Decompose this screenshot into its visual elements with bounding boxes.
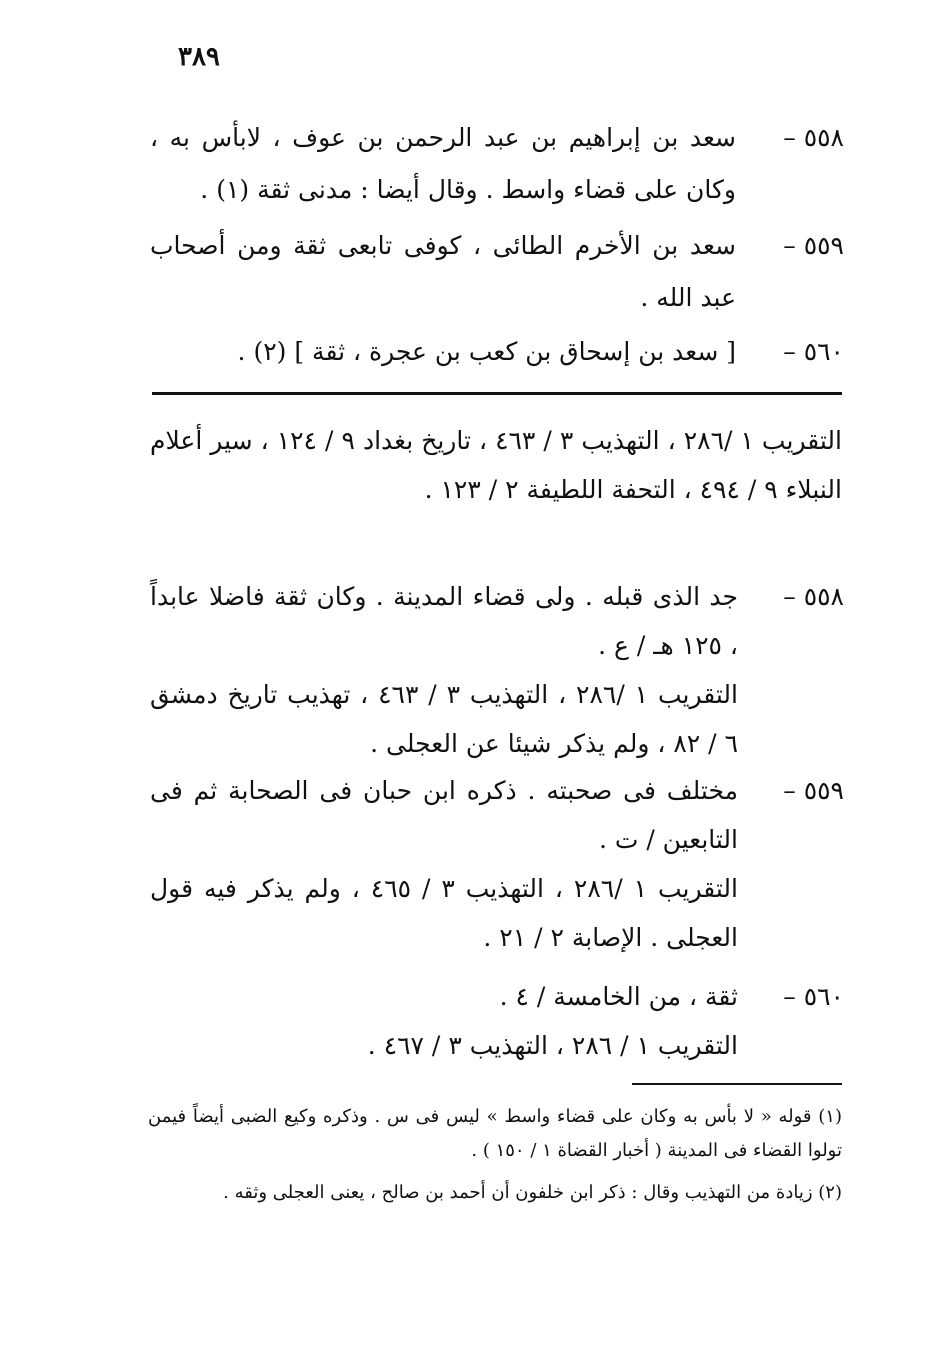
page-number: ٣٨٩ — [178, 42, 220, 72]
note-559 — [150, 766, 842, 962]
note-text: مختلف فى صحبته . ذكره ابن حبان فى الصحابة ثم فى التابعين / ت . — [150, 776, 738, 854]
entry-number: ٥٥٨ – — [783, 123, 844, 152]
entry-560 — [150, 326, 844, 378]
footnote-divider — [632, 1083, 842, 1085]
entry-text: سعد بن إبراهيم بن عبد الرحمن بن عوف ، لابأس به ، وكان على قضاء واسط . وقال أيضا : مدنى ثقة (١) . — [150, 123, 736, 204]
entry-number: ٥٦٠ – — [783, 337, 844, 366]
note-number: ٥٥٩ – — [783, 776, 844, 805]
note-reference: التقريب ١ /٢٨٦ ، التهذيب ٣ / ٤٦٣ ، تهذيب تاريخ دمشق ٦ / ٨٢ ، ولم يذكر شيئا عن العجلى . — [150, 680, 738, 758]
entry-558 — [150, 112, 844, 216]
note-number: ٥٦٠ – — [783, 982, 844, 1011]
note-reference: التقريب ١ / ٢٨٦ ، التهذيب ٣ / ٤٦٧ . — [367, 1031, 738, 1060]
entry-559 — [150, 220, 844, 324]
section-divider — [152, 392, 842, 395]
note-text: ثقة ، من الخامسة / ٤ . — [499, 982, 738, 1011]
note-reference: التقريب ١ /٢٨٦ ، التهذيب ٣ / ٤٦٥ ، ولم يذكر فيه قول العجلى . الإصابة ٢ / ٢١ . — [150, 874, 738, 952]
footnote-2: (٢) زيادة من التهذيب وقال : ذكر ابن خلفون أن أحمد بن صالح ، يعنى العجلى وثقه . — [223, 1182, 842, 1203]
entry-number: ٥٥٩ – — [783, 231, 844, 260]
footnote-1: (١) قوله « لا بأس به وكان على قضاء واسط » ليس فى س . وذكره وكيع الضبى أيضاً فيمن تولوا القضاء فى المدينة ( أخبار القضاة ١ / ١٥٠ ) . — [148, 1106, 842, 1161]
note-text: جد الذى قبله . ولى قضاء المدينة . وكان ثقة فاضلا عابداً ، ١٢٥ هـ / ع . — [150, 582, 738, 660]
note-558 — [150, 572, 842, 768]
notes-intro: التقريب ١ /٢٨٦ ، التهذيب ٣ / ٤٦٣ ، تاريخ بغداد ٩ / ١٢٤ ، سير أعلام النبلاء ٩ / ٤٩٤ ، التحفة اللطيفة ٢ / ١٢٣ . — [150, 426, 842, 504]
entry-text: سعد بن الأخرم الطائى ، كوفى تابعى ثقة ومن أصحاب عبد الله . — [150, 231, 736, 312]
note-560 — [150, 972, 842, 1070]
note-number: ٥٥٨ – — [783, 582, 844, 611]
entry-text: [ سعد بن إسحاق بن كعب بن عجرة ، ثقة ] (٢) . — [237, 337, 736, 366]
